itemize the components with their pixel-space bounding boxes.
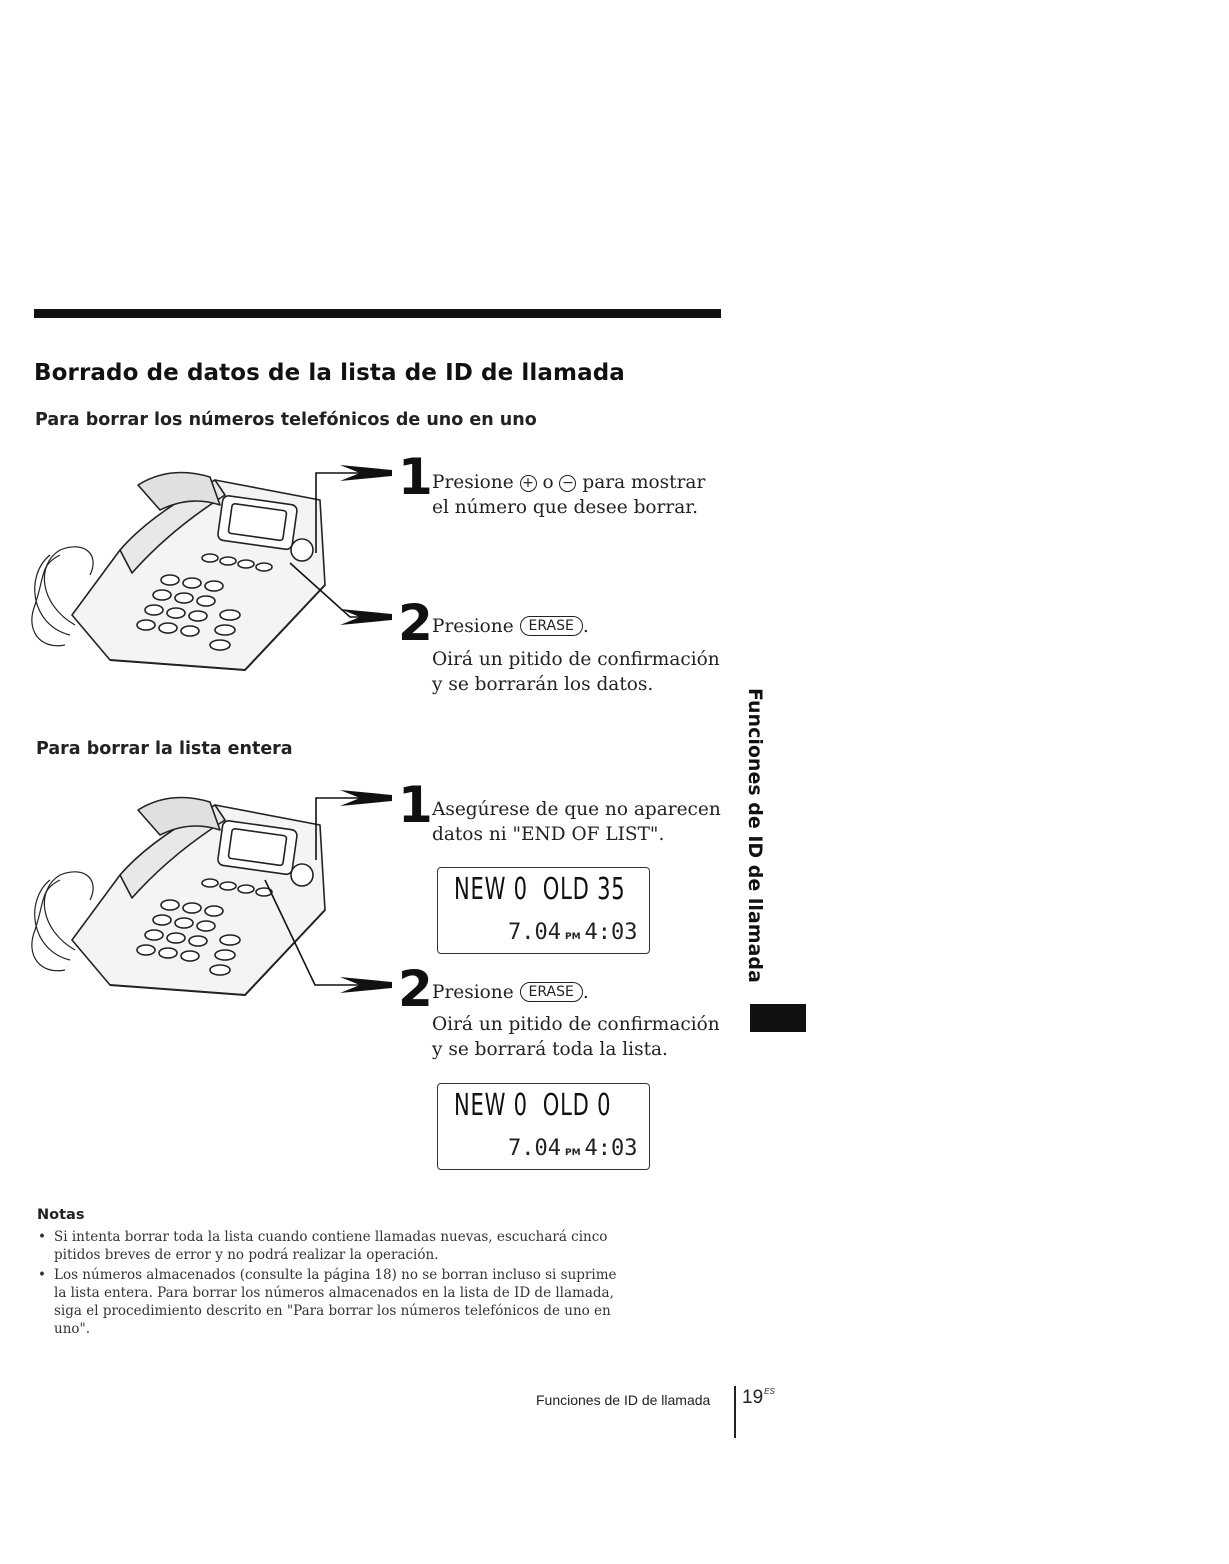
minus-key-icon: −: [559, 475, 576, 492]
notes-list: [38, 1228, 628, 1340]
section-heading-one-by-one: Para borrar los números telefónicos de uno en uno: [35, 410, 537, 430]
page-number: $19^{ES}$: [742, 1387, 775, 1408]
section-heading-entire-list: Para borrar la lista entera: [36, 739, 293, 759]
side-section-label: Funciones de ID de llamada: [744, 688, 766, 983]
section-tab-marker: [750, 1004, 806, 1032]
phone-illustration: [20, 455, 420, 680]
step-number: 2: [398, 594, 433, 652]
plus-key-icon: +: [520, 475, 537, 492]
erase-key-icon: ERASE: [520, 982, 583, 1002]
step-text: Presione ERASE .: [432, 982, 589, 1003]
step-number: 1: [398, 776, 433, 834]
step-number: 1: [398, 448, 433, 506]
section-rule: [34, 309, 721, 318]
lcd-line-1: NEW 0 OLD 35: [454, 872, 626, 907]
step-text: Presione + o − para mostrar el número que desee borrar.: [432, 472, 706, 518]
lcd-display: [437, 867, 650, 954]
note-item: • Los números almacenados (consulte la página 18) no se borran incluso si suprime la lista entera. Para borrar los números almacenados en la lista de ID de llamada, siga el procedimiento descrito en "Para borrar los números telefónicos de uno en uno".: [38, 1266, 628, 1338]
note-item: • Si intenta borrar toda la lista cuando contiene llamadas nuevas, escuchará cinco pitidos breves de error y no podrá realizar la operación.: [38, 1228, 628, 1264]
step-number: 2: [398, 960, 433, 1018]
notes-heading: Notas: [37, 1207, 85, 1223]
step-text: Presione ERASE .: [432, 616, 589, 637]
page-title: Borrado de datos de la lista de ID de llamada: [34, 360, 625, 386]
step-description: Oirá un pitido de confirmación y se borrará toda la lista.: [432, 1014, 720, 1060]
footer-divider: [734, 1386, 736, 1438]
lcd-line-2: 7.04 PM 4:03: [508, 1136, 638, 1161]
step-description: Oirá un pitido de confirmación y se borrarán los datos.: [432, 649, 720, 695]
step-text: Asegúrese de que no aparecen datos ni "END OF LIST".: [432, 799, 721, 845]
lcd-display: [437, 1083, 650, 1170]
erase-key-icon: ERASE: [520, 616, 583, 636]
lcd-line-1: NEW 0 OLD 0: [454, 1088, 612, 1123]
lcd-line-2: 7.04 PM 4:03: [508, 920, 638, 945]
footer-section-name: Funciones de ID de llamada: [536, 1392, 711, 1408]
phone-illustration: [20, 780, 420, 1005]
